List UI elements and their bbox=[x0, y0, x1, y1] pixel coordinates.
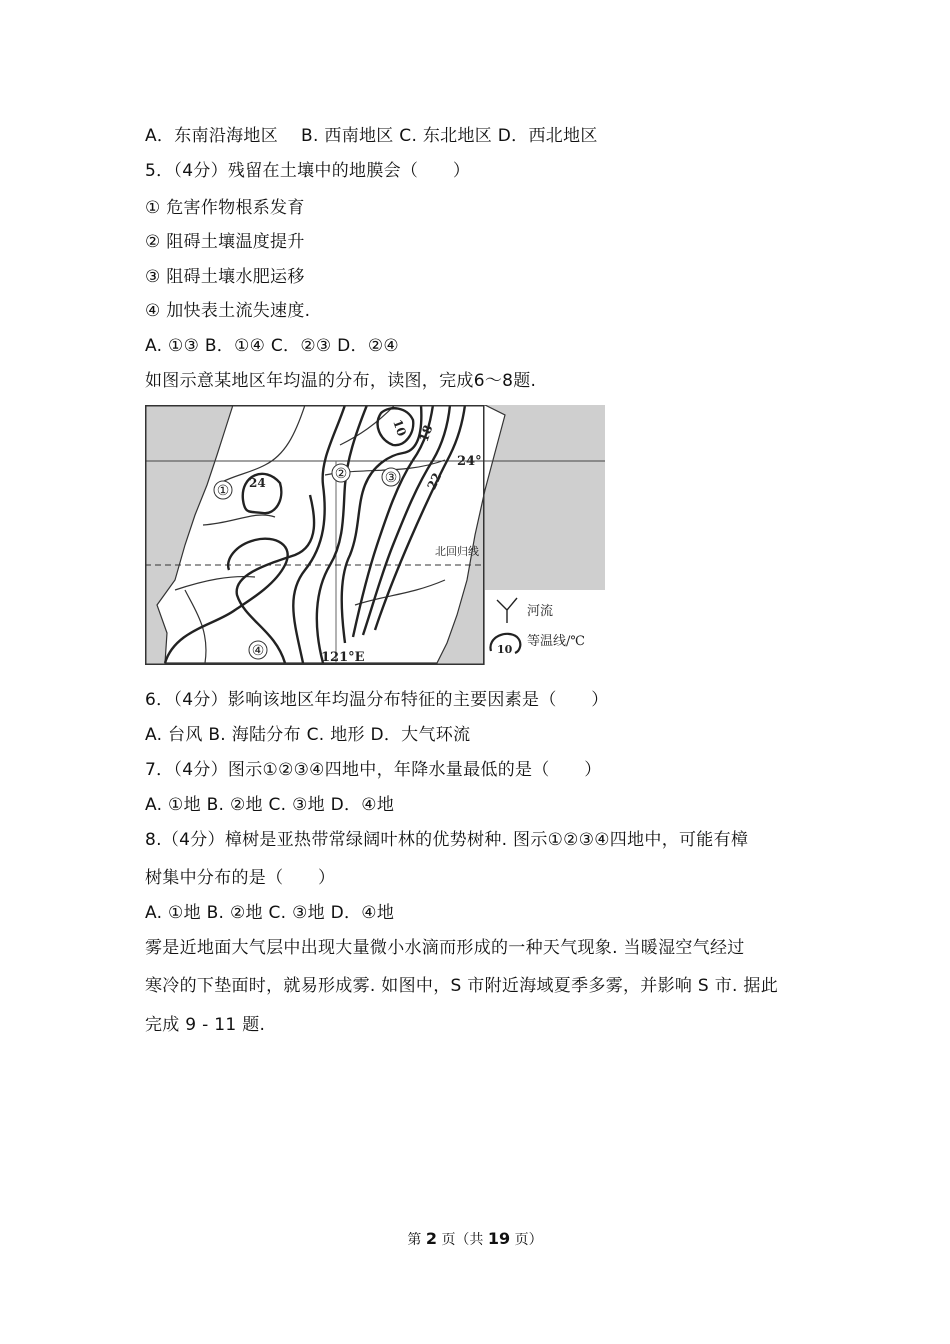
isotherm-label-10: 10 bbox=[390, 417, 409, 439]
q5-item-2: ② 阻碍土壤温度提升 bbox=[145, 232, 305, 252]
site-4-label: ④ bbox=[251, 643, 265, 659]
q5-item-1: ① 危害作物根系发育 bbox=[145, 198, 305, 218]
latitude-label: 24° bbox=[457, 454, 482, 469]
q6-options: A. 台风 B. 海陆分布 C. 地形 D．大气环流 bbox=[145, 725, 471, 745]
site-marker-3 bbox=[382, 468, 400, 486]
page-footer bbox=[0, 1229, 950, 1249]
fog-intro-line-2: 寒冷的下垫面时，就易形成雾. 如图中，S 市附近海域夏季多雾，并影响 S 市. 据此 bbox=[145, 976, 779, 996]
footer-middle: 页（共 bbox=[441, 1232, 484, 1248]
q5-item-4: ④ 加快表土流失速度. bbox=[145, 301, 311, 321]
site-1-label: ① bbox=[216, 483, 230, 499]
footer-prefix: 第 bbox=[407, 1232, 422, 1248]
q6-stem: 6．（4分）影响该地区年均温分布特征的主要因素是（ ） bbox=[145, 690, 609, 710]
q8-options: A. ①地 B. ②地 C. ③地 D．④地 bbox=[145, 903, 395, 923]
footer-page-number: 2 bbox=[425, 1229, 437, 1248]
legend-isotherm-sample: 10 bbox=[497, 643, 513, 656]
q4-options: A．东南沿海地区 B. 西南地区 C. 东北地区 D．西北地区 bbox=[145, 126, 598, 146]
legend bbox=[485, 590, 605, 665]
q5-stem: 5．（4分）残留在土壤中的地膜会（ ） bbox=[145, 161, 471, 181]
site-marker-4 bbox=[249, 641, 267, 659]
legend-isotherm-label: 等温线/℃ bbox=[527, 634, 585, 649]
isotherm-map bbox=[145, 405, 605, 665]
site-3-label: ③ bbox=[384, 470, 398, 486]
q7-stem: 7．（4分）图示①②③④四地中，年降水量最低的是（ ） bbox=[145, 760, 602, 780]
site-2-label: ② bbox=[334, 466, 348, 482]
site-marker-2 bbox=[332, 464, 350, 482]
intro-6-8: 如图示意某地区年均温的分布，读图，完成6～8题. bbox=[145, 371, 537, 391]
isotherm-label-24: 24 bbox=[249, 476, 266, 490]
longitude-label: 121°E bbox=[321, 650, 365, 665]
tropic-label: 北回归线 bbox=[435, 545, 479, 558]
legend-river-label: 河流 bbox=[527, 604, 554, 619]
q8-stem-line-1: 8.（4分）樟树是亚热带常绿阔叶林的优势树种. 图示①②③④四地中，可能有樟 bbox=[145, 830, 749, 850]
q5-item-3: ③ 阻碍土壤水肥运移 bbox=[145, 267, 305, 287]
fog-intro-line-1: 雾是近地面大气层中出现大量微小水滴而形成的一种天气现象. 当暖湿空气经过 bbox=[145, 938, 745, 958]
isotherm-label-22: 22 bbox=[424, 470, 445, 492]
q7-options: A. ①地 B. ②地 C. ③地 D．④地 bbox=[145, 795, 395, 815]
isotherm-label-18: 18 bbox=[416, 423, 436, 444]
q8-stem-line-2: 树集中分布的是（ ） bbox=[145, 868, 336, 888]
site-marker-1 bbox=[214, 481, 232, 499]
footer-suffix: 页） bbox=[514, 1232, 543, 1248]
q5-options: A. ①③ B．①④ C．②③ D．②④ bbox=[145, 336, 399, 356]
footer-total-pages: 19 bbox=[487, 1229, 511, 1248]
fog-intro-line-3: 完成 9 - 11 题. bbox=[145, 1015, 266, 1035]
